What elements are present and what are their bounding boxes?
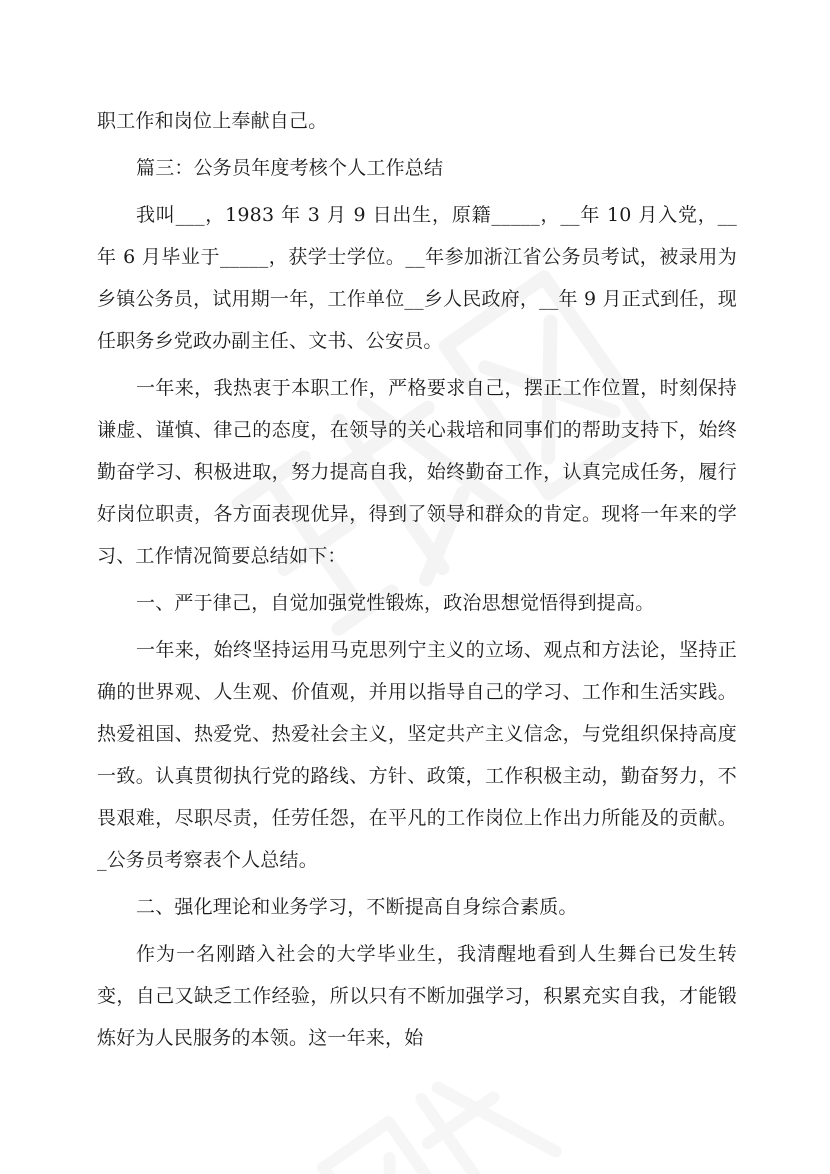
paragraph-study: 作为一名刚踏入社会的大学毕业生，我清醒地看到人生舞台已发生转变，自己又缺乏工作经验，所以只有不断加强学习，积累充实自我，才能锻炼好为人民服务的本领。这一年来，始 (97, 943, 737, 1049)
subheading-study: 二、强化理论和业务学习，不断提高自身综合素质。 (136, 896, 578, 918)
subheading-political: 一、严于律己，自觉加强党性锻炼，政治思想觉悟得到提高。 (136, 592, 655, 614)
paragraph-political: 一年来，始终坚持运用马克思列宁主义的立场、观点和方法论，坚持正确的世界观、人生观、价值观，并用以指导自己的学习、工作和生活实践。热爱祖国、热爱党、热爱社会主义，坚定共产主义信念，与党组织保持高度一致。认真贯彻执行党的路线、方针、政策，工作积极主动，勤奋努力，不畏艰难，尽职尽责，任劳任怨，在平凡的工作岗位上作出力所能及的贡献。_公务员考察表个人总结。 (97, 639, 737, 871)
section-heading: 篇三：公务员年度考核个人工作总结 (136, 157, 444, 179)
paragraph-overview: 一年来，我热衷于本职工作，严格要求自己，摆正工作位置，时刻保持谦虚、谨慎、律己的态度，在领导的关心栽培和同事们的帮助支持下，始终勤奋学习、积极进取，努力提高自我，始终勤奋工作，认真完成任务，履行好岗位职责，各方面表现优异，得到了领导和群众的肯定。现将一年来的学习、工作情况简要总结如下： (97, 377, 737, 567)
paragraph-continuation: 职工作和岗位上奉献自己。 (97, 110, 328, 132)
document-body (97, 100, 737, 1064)
paragraph-personal-info: 我叫___，1983 年 3 月 9 日出生，原籍_____，__年 10 月入党，__年 6 月毕业于_____，获学士学位。__年参加浙江省公务员考试，被录用为乡镇公务员，试用期一年，工作单位__乡人民政府，__年 9 月正式到任，现任职务乡党政办副主任、文书、公安员。 (97, 204, 737, 352)
